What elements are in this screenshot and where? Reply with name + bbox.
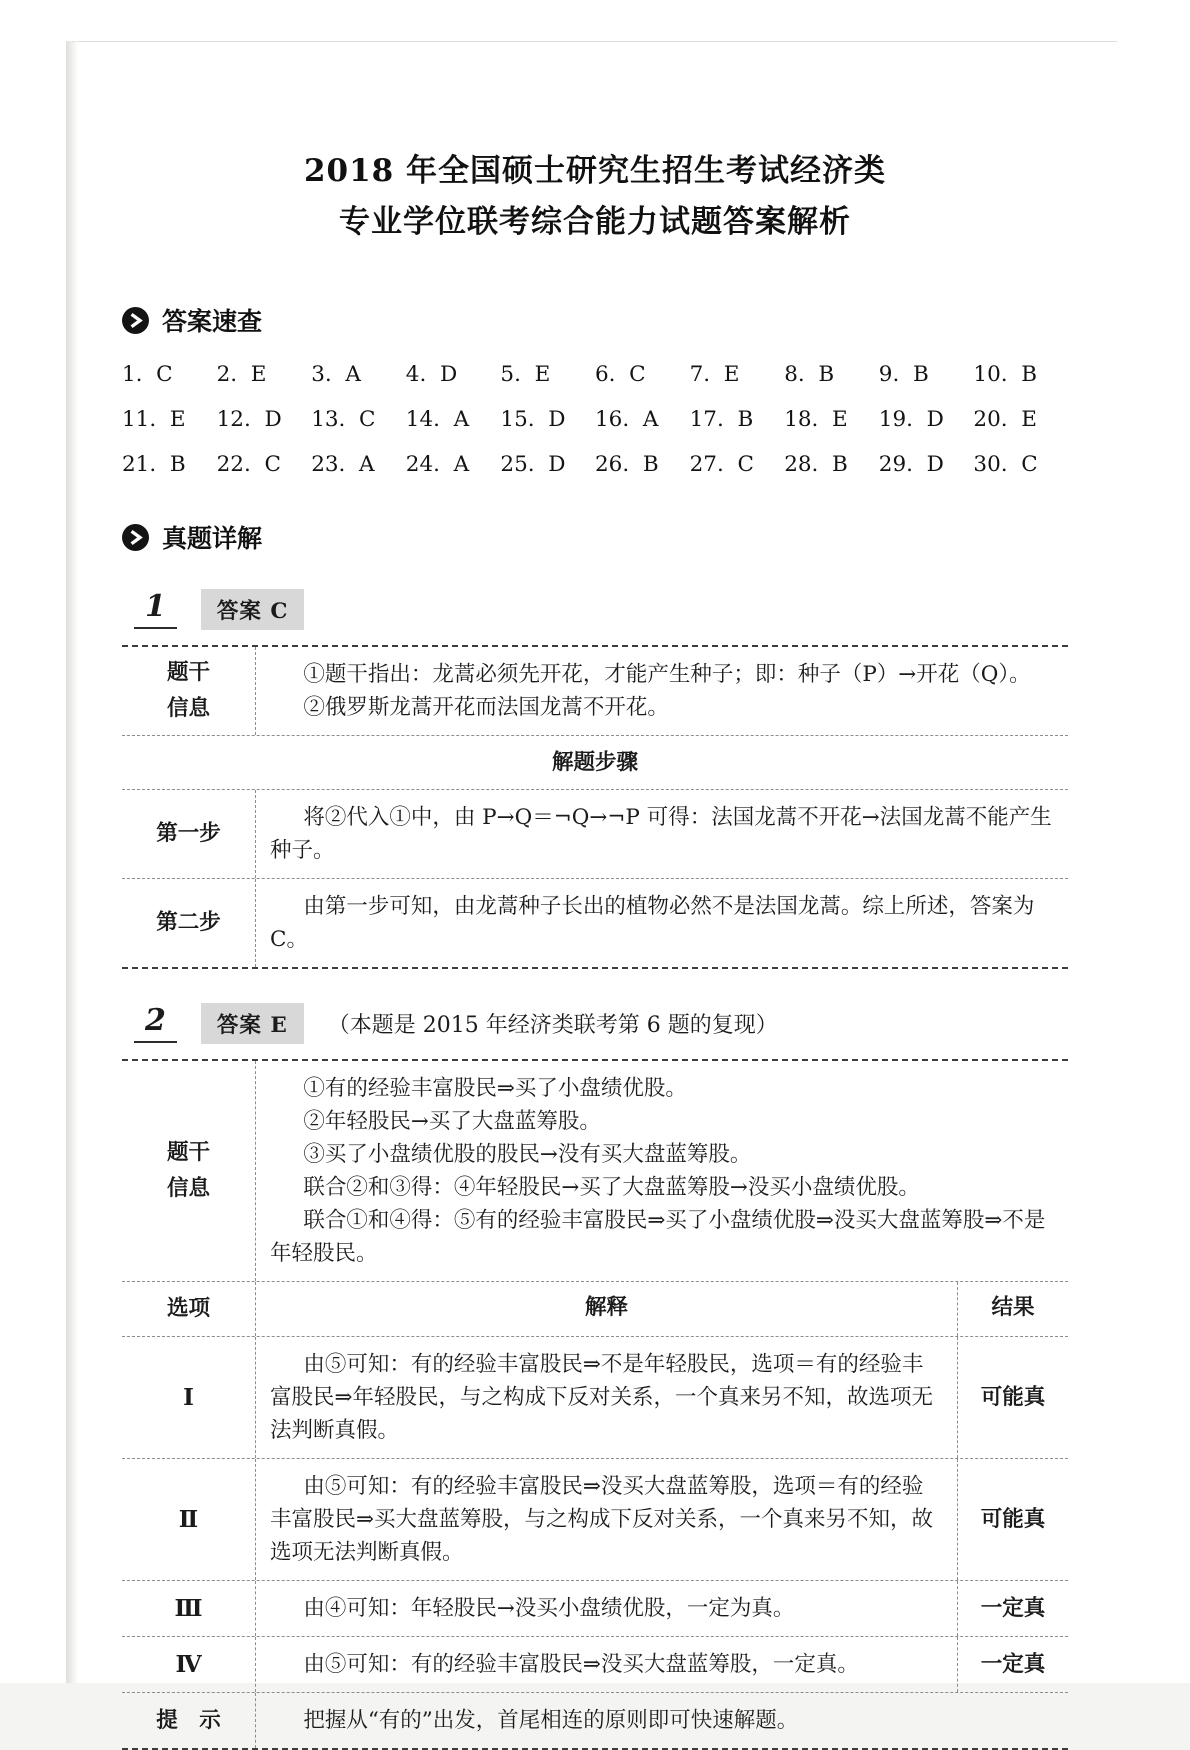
- stem-line: ②俄罗斯龙蒿开花而法国龙蒿不开花。: [303, 695, 669, 720]
- quick-answers-section: [122, 302, 1068, 487]
- step-content: 由第一步可知，由龙蒿种子长出的植物必然不是法国龙蒿。综上所述，答案为 C。: [270, 894, 1035, 952]
- option-result: 可能真: [957, 1459, 1068, 1580]
- option-row: [122, 1458, 1068, 1580]
- question-1-block: [122, 589, 1068, 969]
- answer-item: 18. E: [784, 407, 848, 432]
- option-label: Ⅳ: [122, 1637, 256, 1692]
- answer-item: 17. B: [689, 407, 754, 432]
- stem-content: [256, 647, 1068, 735]
- question-1-table: [122, 645, 1068, 969]
- answer-item: 25. D: [500, 452, 566, 477]
- page-title-line1: 2018 年全国硕士研究生招生考试经济类: [303, 153, 887, 189]
- answer-item: 28. B: [784, 452, 848, 477]
- step-label: 第一步: [122, 790, 256, 878]
- answer-item: 29. D: [878, 452, 944, 477]
- stem-label: 题干 信息: [122, 647, 256, 735]
- answer-item: 10. B: [973, 362, 1038, 387]
- stem-line: ③买了小盘绩优股的股民→没有买大盘蓝筹股。: [303, 1142, 752, 1167]
- option-row: [122, 1336, 1068, 1458]
- option-explain: 由⑤可知：有的经验丰富股民⇒不是年轻股民，选项＝有的经验丰富股民⇒年轻股民，与之构成下反对关系，一个真来另不知，故选项无法判断真假。: [270, 1352, 934, 1443]
- answer-item: 22. C: [216, 452, 281, 477]
- option-row: [122, 1636, 1068, 1692]
- stem-label: 题干 信息: [122, 1061, 256, 1281]
- quick-answers-heading: [122, 302, 1068, 338]
- step-row: [122, 878, 1068, 967]
- answer-item: 8. B: [784, 362, 835, 387]
- question-2-table: [122, 1059, 1068, 1750]
- stem-row: [122, 647, 1068, 735]
- answer-item: 30. C: [973, 452, 1038, 477]
- answer-item: 24. A: [405, 452, 470, 477]
- answer-item: 20. E: [973, 407, 1037, 432]
- answer-item: 13. C: [311, 407, 376, 432]
- answer-grid: [122, 352, 1068, 487]
- option-explain: 由⑤可知：有的经验丰富股民⇒没买大盘蓝筹股，选项＝有的经验丰富股民⇒买大盘蓝筹股，与之构成下反对关系，一个真来另不知，故选项无法判断真假。: [270, 1474, 934, 1565]
- answer-item: 11. E: [122, 407, 186, 432]
- detail-heading-label: 真题详解: [162, 524, 263, 553]
- answer-item: 6. C: [594, 362, 646, 387]
- step-content: 将②代入①中，由 P→Q＝¬Q→¬P 可得：法国龙蒿不开花→法国龙蒿不能产生种子。: [270, 805, 1052, 863]
- question-1-header: [134, 589, 1068, 630]
- col-header-result: 结果: [957, 1282, 1068, 1336]
- answer-item: 4. D: [405, 362, 458, 387]
- question-number: 1: [134, 590, 177, 629]
- answer-item: 15. D: [500, 407, 566, 432]
- answer-item: 7. E: [689, 362, 740, 387]
- col-header-option: 选项: [122, 1282, 256, 1336]
- answer-chip: 答案 E: [201, 1003, 304, 1044]
- question-note: （本题是 2015 年经济类联考第 6 题的复现）: [327, 1013, 778, 1038]
- hint-label: 提 示: [122, 1693, 256, 1748]
- option-label: Ⅱ: [122, 1459, 256, 1580]
- steps-header: 解题步骤: [551, 750, 638, 775]
- option-result: 一定真: [957, 1581, 1068, 1636]
- option-label: Ⅰ: [122, 1337, 256, 1458]
- detail-section: [122, 519, 1068, 1750]
- stem-row: [122, 1061, 1068, 1281]
- answer-item: 3. A: [311, 362, 361, 387]
- option-result: 可能真: [957, 1337, 1068, 1458]
- answer-item: 5. E: [500, 362, 551, 387]
- quick-answers-heading-label: 答案速查: [162, 307, 263, 336]
- page-title-line2: 专业学位联考综合能力试题答案解析: [339, 204, 851, 240]
- answer-item: 27. C: [689, 452, 754, 477]
- answer-item: 16. A: [594, 407, 659, 432]
- page-content: [122, 0, 1068, 1750]
- option-label: Ⅲ: [122, 1581, 256, 1636]
- answer-item: 12. D: [216, 407, 282, 432]
- detail-heading: [122, 519, 1068, 555]
- option-explain: 由④可知：年轻股民→没买小盘绩优股，一定为真。: [303, 1596, 795, 1621]
- option-explain: 由⑤可知：有的经验丰富股民⇒没买大盘蓝筹股，一定真。: [303, 1652, 859, 1677]
- option-row: [122, 1580, 1068, 1636]
- answer-item: 23. A: [311, 452, 375, 477]
- answer-item: 21. B: [122, 452, 186, 477]
- step-label: 第二步: [122, 879, 256, 967]
- hint-row: [122, 1692, 1068, 1748]
- answer-item: 2. E: [216, 362, 267, 387]
- answer-item: 9. B: [878, 362, 929, 387]
- answer-item: 26. B: [594, 452, 659, 477]
- stem-content: [256, 1061, 1068, 1281]
- hint-content: 把握从“有的”出发，首尾相连的原则即可快速解题。: [303, 1708, 799, 1733]
- stem-line: 联合①和④得：⑤有的经验丰富股民⇒买了小盘绩优股⇒没买大盘蓝筹股⇒不是年轻股民。: [270, 1208, 1046, 1266]
- arrow-circle-icon: [122, 307, 149, 334]
- question-2-header: [134, 1003, 1068, 1044]
- step-row: [122, 789, 1068, 878]
- answer-item: 19. D: [878, 407, 944, 432]
- arrow-circle-icon: [122, 524, 149, 551]
- stem-line: ①有的经验丰富股民⇒买了小盘绩优股。: [303, 1076, 687, 1101]
- question-number: 2: [134, 1004, 177, 1043]
- question-2-block: [122, 1003, 1068, 1750]
- answer-chip: 答案 C: [201, 589, 305, 630]
- stem-line: ②年轻股民→买了大盘蓝筹股。: [303, 1109, 601, 1134]
- option-result: 一定真: [957, 1637, 1068, 1692]
- answer-item: 14. A: [405, 407, 470, 432]
- steps-header-row: [122, 735, 1068, 789]
- page-title: [122, 146, 1068, 248]
- col-header-explain: 解释: [584, 1295, 628, 1320]
- stem-line: ①题干指出：龙蒿必须先开花，才能产生种子；即：种子（P）→开花（Q）。: [303, 662, 1031, 687]
- answer-item: 1. C: [122, 362, 173, 387]
- options-header-row: [122, 1281, 1068, 1336]
- scan-page-left-edge: [66, 41, 78, 1683]
- stem-line: 联合②和③得：④年轻股民→买了大盘蓝筹股→没买小盘绩优股。: [303, 1175, 920, 1200]
